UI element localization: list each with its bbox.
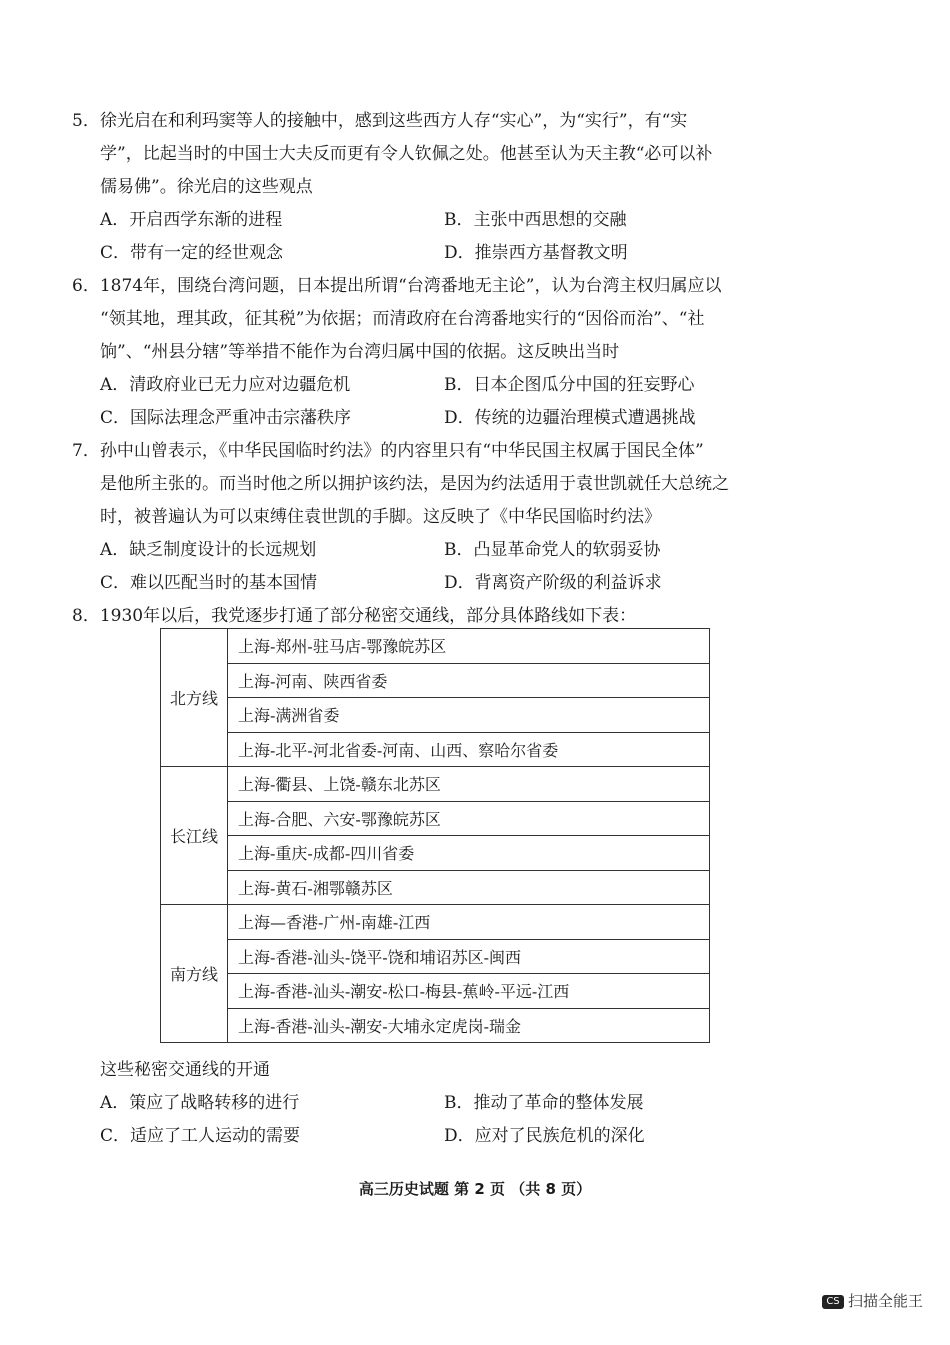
route-cell: 上海-香港-汕头-潮安-大埔永定虎岗-瑞金 <box>228 1008 710 1043</box>
q5-option-d: D．推崇西方基督教文明 <box>444 243 628 263</box>
q8-option-b: B．推动了革命的整体发展 <box>444 1093 644 1113</box>
q6-option-d: D．传统的边疆治理模式遭遇挑战 <box>444 408 696 428</box>
route-group-north: 北方线 <box>161 629 228 767</box>
q5-option-a: A．开启西学东渐的进程 <box>100 210 283 230</box>
table-row <box>161 663 710 698</box>
route-cell: 上海-香港-汕头-潮安-松口-梅县-蕉岭-平远-江西 <box>228 974 710 1009</box>
table-row <box>161 974 710 1009</box>
table-row <box>161 1008 710 1043</box>
q7-option-a: A．缺乏制度设计的长远规划 <box>100 540 317 560</box>
table-row <box>161 905 710 940</box>
scanner-watermark <box>822 1290 950 1314</box>
route-cell: 上海—香港-广州-南雄-江西 <box>228 905 710 940</box>
q7-option-d: D．背离资产阶级的利益诉求 <box>444 573 662 593</box>
q5-option-b: B．主张中西思想的交融 <box>444 210 627 230</box>
scanner-watermark-text: 扫描全能王 <box>848 1292 924 1310</box>
q6-line-2: “领其地，理其政，征其税”为依据；而清政府在台湾番地实行的“因俗而治”、“社 <box>100 309 705 329</box>
table-row <box>161 801 710 836</box>
table-row <box>161 732 710 767</box>
q6-option-a: A．清政府业已无力应对边疆危机 <box>100 375 351 395</box>
route-group-south: 南方线 <box>161 905 228 1043</box>
scanner-logo-icon: CS <box>822 1295 844 1309</box>
q6-option-c: C．国际法理念严重冲击宗藩秩序 <box>100 408 352 428</box>
q5-line-1: 5．徐光启在和利玛窦等人的接触中，感到这些西方人存“实心”，为“实行”，有“实 <box>72 111 688 131</box>
q7-option-c: C．难以匹配当时的基本国情 <box>100 573 318 593</box>
q5-line-2: 学”，比起当时的中国士大夫反而更有令人钦佩之处。他甚至认为天主教“必可以补 <box>100 144 713 164</box>
q6-line-1: 6．1874年，围绕台湾问题，日本提出所谓“台湾番地无主论”，认为台湾主权归属应以 <box>72 276 722 296</box>
q8-stem-after: 这些秘密交通线的开通 <box>100 1060 270 1080</box>
q5-line-3: 儒易佛”。徐光启的这些观点 <box>100 177 313 197</box>
q8-option-d: D．应对了民族危机的深化 <box>444 1126 645 1146</box>
route-group-yangtze: 长江线 <box>161 767 228 905</box>
route-cell: 上海-合肥、六安-鄂豫皖苏区 <box>228 801 710 836</box>
route-cell: 上海-衢县、上饶-赣东北苏区 <box>228 767 710 802</box>
page-footer: 高三历史试题 第 2 页 （共 8 页） <box>358 1180 592 1198</box>
route-cell: 上海-香港-汕头-饶平-饶和埔诏苏区-闽西 <box>228 939 710 974</box>
table-row <box>161 698 710 733</box>
q7-line-2: 是他所主张的。而当时他之所以拥护该约法，是因为约法适用于袁世凯就任大总统之 <box>100 474 729 494</box>
q7-line-1: 7．孙中山曾表示，《中华民国临时约法》的内容里只有“中华民国主权属于国民全体” <box>72 441 704 461</box>
q8-line-1: 8．1930年以后，我党逐步打通了部分秘密交通线，部分具体路线如下表： <box>72 606 637 626</box>
q7-line-3: 时，被普遍认为可以束缚住袁世凯的手脚。这反映了《中华民国临时约法》 <box>100 507 661 527</box>
q8-option-a: A．策应了战略转移的进行 <box>100 1093 300 1113</box>
route-cell: 上海-重庆-成都-四川省委 <box>228 836 710 871</box>
route-cell: 上海-满洲省委 <box>228 698 710 733</box>
route-cell: 上海-河南、陕西省委 <box>228 663 710 698</box>
table-row <box>161 939 710 974</box>
q5-option-c: C．带有一定的经世观念 <box>100 243 284 263</box>
route-cell: 上海-郑州-驻马店-鄂豫皖苏区 <box>228 629 710 664</box>
route-cell: 上海-北平-河北省委-河南、山西、察哈尔省委 <box>228 732 710 767</box>
table-row <box>161 870 710 905</box>
q8-option-c: C．适应了工人运动的需要 <box>100 1126 301 1146</box>
route-cell: 上海-黄石-湘鄂赣苏区 <box>228 870 710 905</box>
q7-option-b: B．凸显革命党人的软弱妥协 <box>444 540 661 560</box>
table-row <box>161 767 710 802</box>
q6-option-b: B．日本企图瓜分中国的狂妄野心 <box>444 375 695 395</box>
secret-route-table <box>160 628 710 1043</box>
q6-line-3: 饷”、“州县分辖”等举措不能作为台湾归属中国的依据。这反映出当时 <box>100 342 620 362</box>
table-row <box>161 836 710 871</box>
table-row <box>161 629 710 664</box>
